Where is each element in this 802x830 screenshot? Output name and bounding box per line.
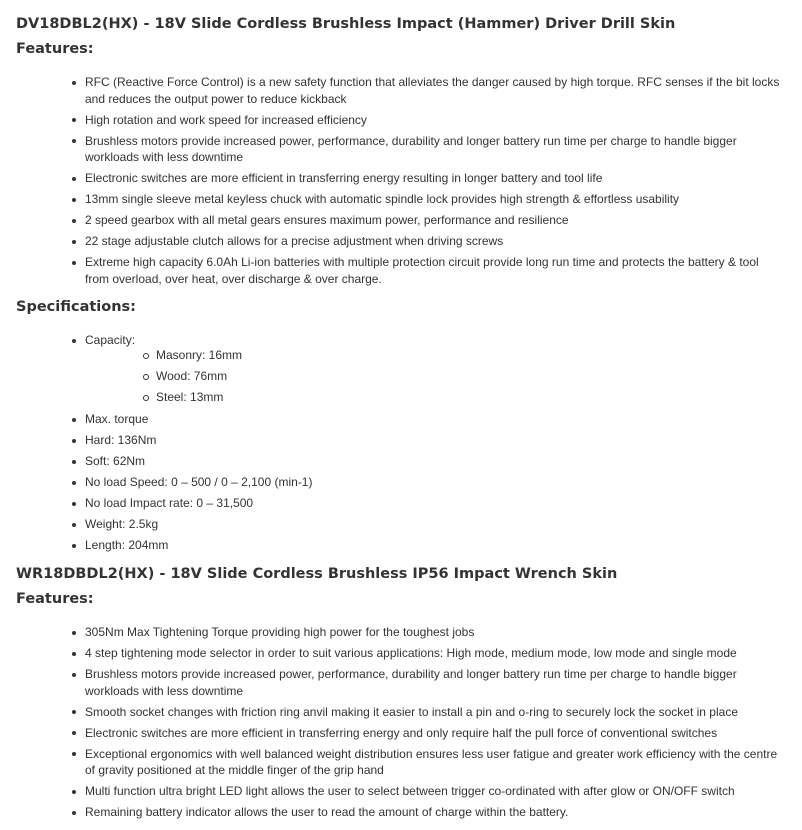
list-item: Electronic switches are more efficient in transferring energy resulting in longer battery and tool life [85, 170, 785, 187]
list-item: 4 step tightening mode selector in order to suit various applications: High mode, medium mode, low mode and single mode [85, 645, 785, 662]
spec-item: Length: 204mm [85, 537, 785, 554]
list-item: 22 stage adjustable clutch allows for a precise adjustment when driving screws [85, 233, 785, 250]
capacity-sublist [156, 347, 242, 410]
product1-specs-list [85, 411, 785, 558]
spec-item: Max. torque [85, 411, 785, 428]
product2-title: WR18DBDL2(HX) - 18V Slide Cordless Brushless IP56 Impact Wrench Skin [16, 566, 618, 582]
product1-specs-heading: Specifications: [16, 299, 136, 315]
list-item: Brushless motors provide increased power, performance, durability and longer battery run time per charge to handle bigger workloads with less downtime [85, 666, 785, 699]
product1-features-heading: Features: [16, 41, 94, 57]
spec-item: No load Speed: 0 – 500 / 0 – 2,100 (min-1) [85, 474, 785, 491]
list-item: Electronic switches are more efficient in transferring energy and only require half the pull force of conventional switches [85, 725, 785, 742]
list-item: High rotation and work speed for increased efficiency [85, 112, 785, 129]
list-item: Extreme high capacity 6.0Ah Li-ion batteries with multiple protection circuit provide long run time and protects the battery & tool from overload, over heat, over discharge & over charge. [85, 254, 785, 287]
list-item: Multi function ultra bright LED light allows the user to select between trigger co-ordinated with after glow or ON/OFF switch [85, 783, 785, 800]
capacity-label: Capacity: [85, 332, 785, 349]
spec-item: No load Impact rate: 0 – 31,500 [85, 495, 785, 512]
product1-features-list [85, 74, 785, 292]
capacity-item: Wood: 76mm [156, 368, 242, 385]
list-item: 13mm single sleeve metal keyless chuck with automatic spindle lock provides high strength & effortless usability [85, 191, 785, 208]
spec-item: Hard: 136Nm [85, 432, 785, 449]
capacity-item: Masonry: 16mm [156, 348, 243, 362]
product1-title: DV18DBL2(HX) - 18V Slide Cordless Brushless Impact (Hammer) Driver Drill Skin [16, 16, 676, 32]
product2-features-list [85, 624, 785, 825]
list-item: Brushless motors provide increased power, performance, durability and longer battery run time per charge to handle bigger workloads with less downtime [85, 133, 785, 166]
list-item: 2 speed gearbox with all metal gears ensures maximum power, performance and resilience [85, 212, 785, 229]
list-item: Smooth socket changes with friction ring anvil making it easier to install a pin and o-ring to securely lock the socket in place [85, 704, 785, 721]
list-item: 305Nm Max Tightening Torque providing high power for the toughest jobs [85, 624, 785, 641]
list-item: Remaining battery indicator allows the user to read the amount of charge within the battery. [85, 804, 785, 821]
list-item: Exceptional ergonomics with well balanced weight distribution ensures less user fatigue and greater work efficiency with the centre of gravity positioned at the middle finger of the grip hand [85, 746, 785, 779]
spec-item: Soft: 62Nm [85, 453, 785, 470]
product2-features-heading: Features: [16, 591, 94, 607]
spec-item: Weight: 2.5kg [85, 516, 785, 533]
list-item: RFC (Reactive Force Control) is a new safety function that alleviates the danger caused by high torque. RFC senses if the bit locks and reduces the output power to reduce kickback [85, 74, 785, 107]
capacity-item: Steel: 13mm [156, 389, 242, 406]
